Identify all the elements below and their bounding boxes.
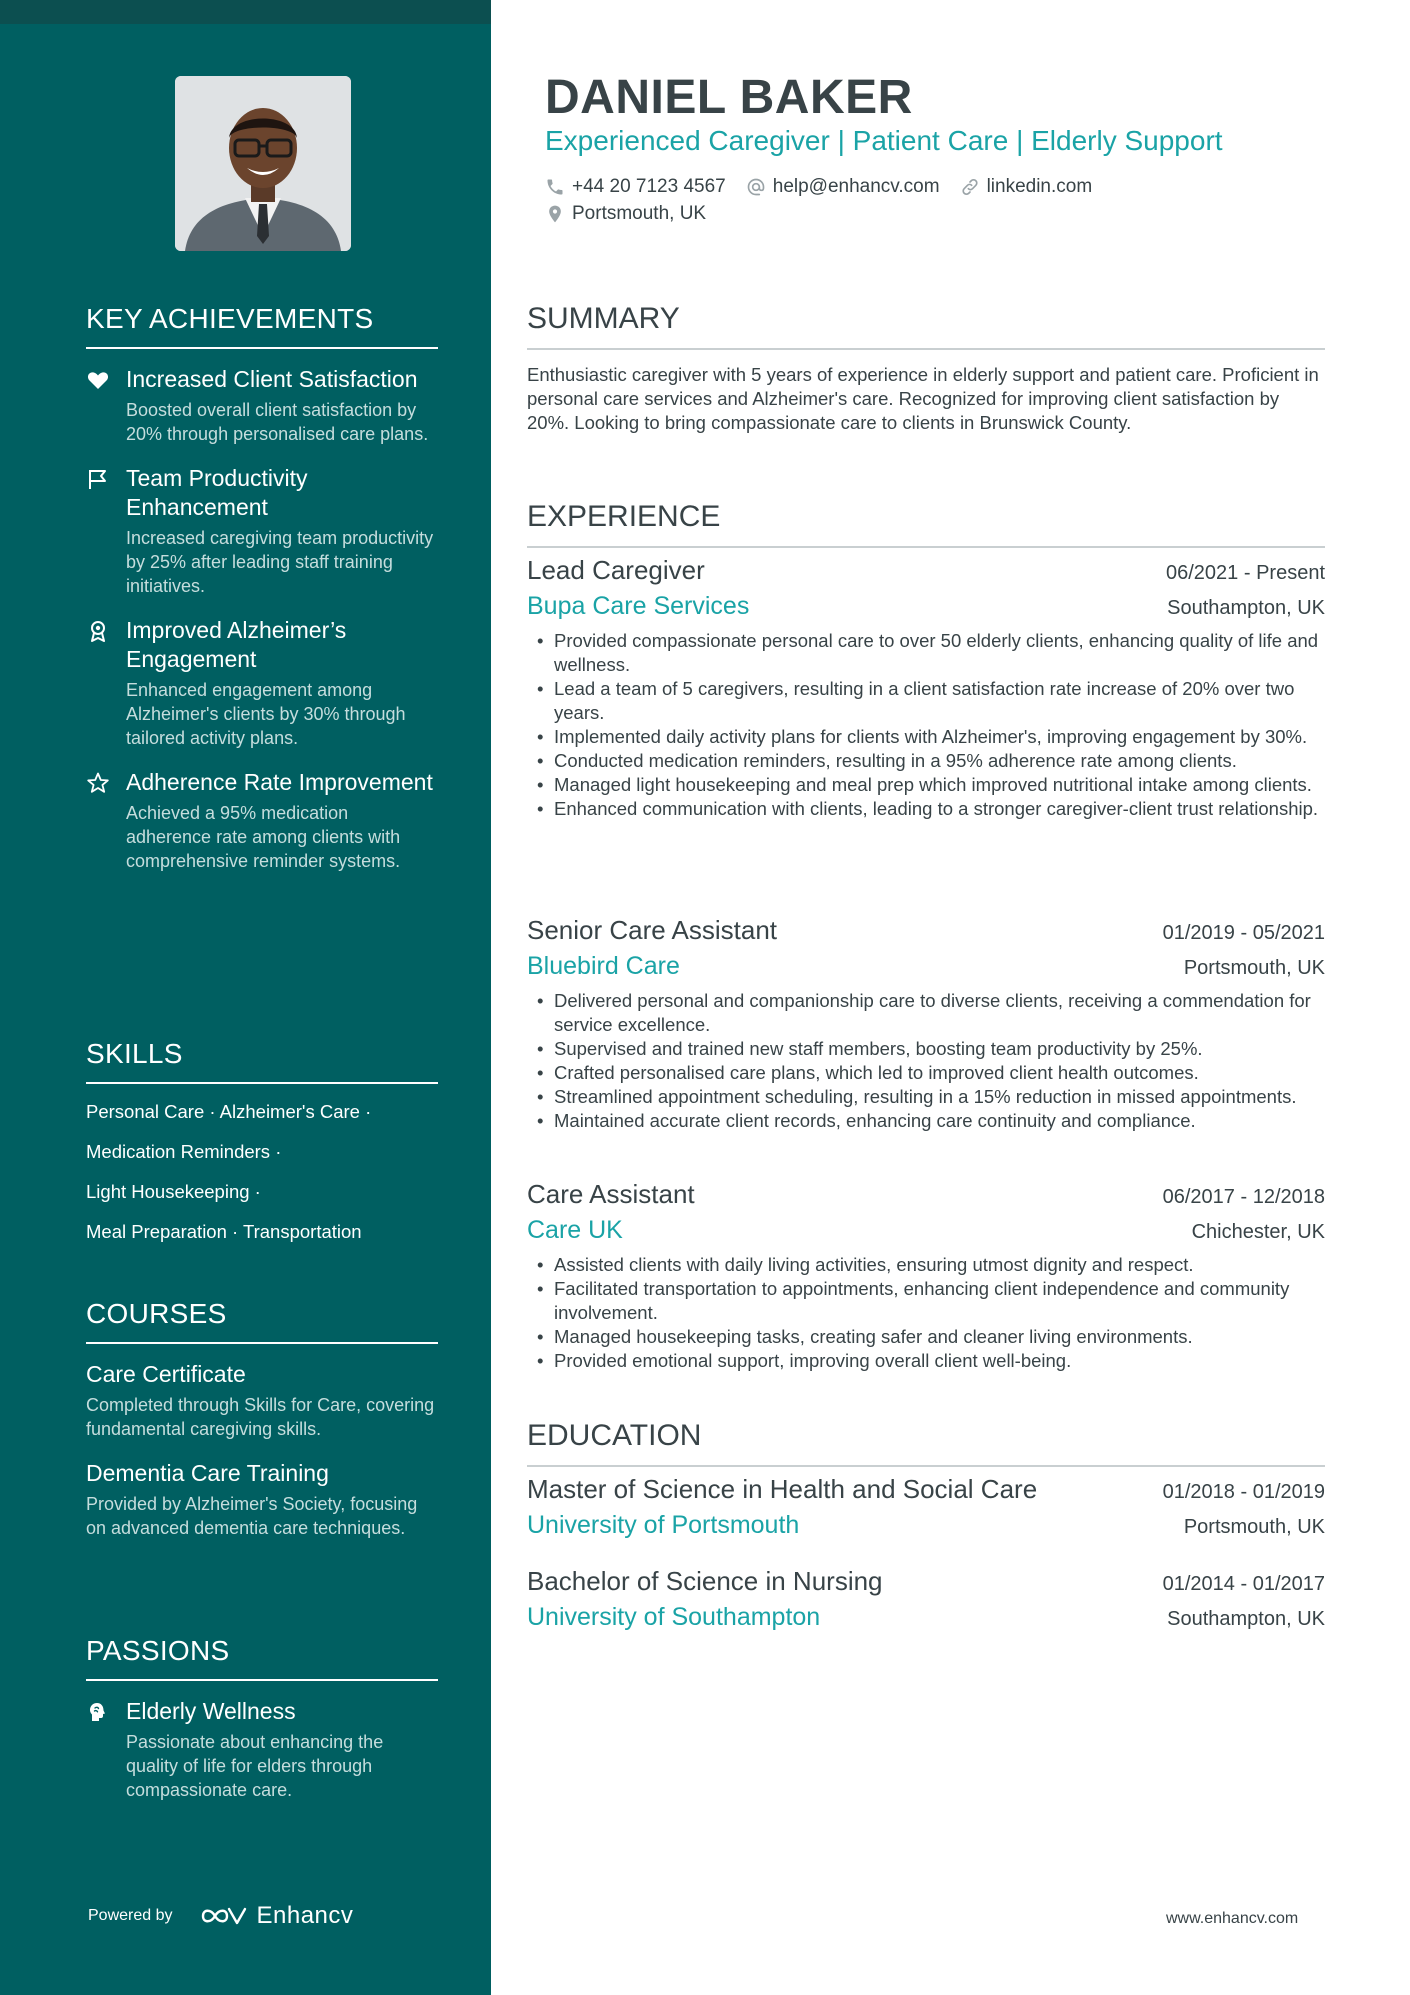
passion-description: Passionate about enhancing the quality of life for elders through compassionate care. xyxy=(126,1732,384,1800)
footer-url[interactable]: www.enhancv.com xyxy=(1166,1910,1299,1927)
job-bullet: • Maintained accurate client records, enhancing care continuity and compliance. xyxy=(527,1109,1325,1133)
contact-row-2 xyxy=(545,203,726,225)
job-company-row xyxy=(527,1216,1325,1245)
course-description: Completed through Skills for Care, covering fundamental caregiving skills. xyxy=(86,1395,435,1439)
job-company: Care UK xyxy=(527,1216,623,1244)
brain-icon xyxy=(86,1700,110,1724)
school-name: University of Southampton xyxy=(527,1603,821,1631)
phone-text: +44 20 7123 4567 xyxy=(572,176,726,197)
course-item xyxy=(86,1459,438,1540)
job-location: Portsmouth, UK xyxy=(1183,957,1325,979)
at-icon xyxy=(746,177,766,197)
achievement-title: Increased Client Satisfaction xyxy=(126,366,418,392)
candidate-name: DANIEL BAKER xyxy=(545,71,913,124)
edu-school-row xyxy=(527,1603,1325,1632)
job-bullet: • Provided emotional support, improving overall client well-being. xyxy=(527,1349,1325,1373)
course-description: Provided by Alzheimer's Society, focusing on advanced dementia care techniques. xyxy=(86,1494,418,1538)
job-bullet: • Facilitated transportation to appointments, enhancing client independence and community involvement. xyxy=(527,1277,1325,1325)
achievement-title: Team Productivity Enhancement xyxy=(126,465,308,520)
skills-section xyxy=(86,1038,438,1260)
edu-location: Southampton, UK xyxy=(1167,1608,1325,1630)
skills-line: Light Housekeeping · xyxy=(86,1181,261,1202)
job-bullet: • Conducted medication reminders, resulting in a 95% adherence rate among clients. xyxy=(527,749,1325,773)
experience-item xyxy=(527,1179,1325,1373)
job-date: 01/2019 - 05/2021 xyxy=(1162,922,1325,944)
contact-linkedin[interactable] xyxy=(960,176,1093,198)
job-date: 06/2017 - 12/2018 xyxy=(1162,1186,1325,1208)
achievement-description: Enhanced engagement among Alzheimer's clients by 30% through tailored activity plans. xyxy=(126,680,406,748)
achievements-heading: KEY ACHIEVEMENTS xyxy=(86,303,438,349)
edu-date: 01/2014 - 01/2017 xyxy=(1162,1573,1325,1595)
skills-line: Meal Preparation · Transportation xyxy=(86,1221,362,1242)
achievement-item xyxy=(86,616,438,750)
education-item xyxy=(527,1566,1325,1632)
achievements-section xyxy=(86,303,438,891)
job-bullets xyxy=(527,1253,1325,1373)
job-header-row xyxy=(527,915,1325,946)
passion-item xyxy=(86,1697,438,1802)
edu-date: 01/2018 - 01/2019 xyxy=(1162,1481,1325,1503)
courses-heading: COURSES xyxy=(86,1298,438,1344)
passions-heading: PASSIONS xyxy=(86,1635,438,1681)
sidebar xyxy=(0,0,491,1995)
job-bullet: • Crafted personalised care plans, which led to improved client health outcomes. xyxy=(527,1061,1325,1085)
job-company-row xyxy=(527,592,1325,621)
job-bullet: • Lead a team of 5 caregivers, resulting in a client satisfaction rate increase of 20% over two years. xyxy=(527,677,1325,725)
phone-icon xyxy=(545,177,565,197)
course-title: Care Certificate xyxy=(86,1361,246,1387)
passions-section xyxy=(86,1635,438,1820)
degree-title: Master of Science in Health and Social Care xyxy=(527,1474,1038,1504)
achievement-description: Achieved a 95% medication adherence rate among clients with comprehensive reminder systems. xyxy=(126,803,401,871)
job-bullet: • Supervised and trained new staff members, boosting team productivity by 25%. xyxy=(527,1037,1325,1061)
powered-by-label: Powered by xyxy=(88,1907,173,1924)
edu-school-row xyxy=(527,1511,1325,1540)
job-bullet: • Assisted clients with daily living activities, ensuring utmost dignity and respect. xyxy=(527,1253,1325,1277)
job-bullet: • Enhanced communication with clients, leading to a stronger caregiver-client trust relationship. xyxy=(527,797,1325,821)
enhancv-logo-icon xyxy=(199,1903,247,1929)
edu-location: Portsmouth, UK xyxy=(1183,1516,1325,1538)
profile-photo xyxy=(175,76,351,251)
contact-location xyxy=(545,203,706,225)
course-title: Dementia Care Training xyxy=(86,1460,329,1486)
edu-header-row xyxy=(527,1566,1325,1597)
sidebar-top-bar xyxy=(0,0,491,24)
job-company: Bluebird Care xyxy=(527,952,680,980)
link-icon xyxy=(960,177,980,197)
passion-title: Elderly Wellness xyxy=(126,1698,296,1724)
skills-list xyxy=(86,1100,438,1244)
star-icon xyxy=(86,771,110,795)
job-bullet: • Provided compassionate personal care to over 50 elderly clients, enhancing quality of life and wellness. xyxy=(527,629,1325,677)
linkedin-text: linkedin.com xyxy=(986,176,1093,197)
location-text: Portsmouth, UK xyxy=(572,203,707,224)
job-location: Chichester, UK xyxy=(1191,1221,1325,1243)
contact-email[interactable] xyxy=(746,176,940,198)
job-company-row xyxy=(527,952,1325,981)
summary-text: Enthusiastic caregiver with 5 years of experience in elderly support and patient care. Proficient in personal care services and Alzheimer's care. Recognized for improving client satisfaction by 20%. Looking to bring compassionate care to clients in Brunswick County. xyxy=(527,364,1319,433)
achievement-title: Improved Alzheimer’s Engagement xyxy=(126,617,347,672)
education-heading: EDUCATION xyxy=(527,1419,1325,1467)
school-name: University of Portsmouth xyxy=(527,1511,800,1539)
experience-item xyxy=(527,915,1325,1133)
experience-item xyxy=(527,555,1325,821)
contact-phone[interactable] xyxy=(545,176,726,198)
achievement-item xyxy=(86,464,438,598)
job-bullet: • Managed housekeeping tasks, creating safer and cleaner living environments. xyxy=(527,1325,1325,1349)
job-title: Senior Care Assistant xyxy=(527,915,778,945)
flag-icon xyxy=(86,467,110,491)
summary-heading: SUMMARY xyxy=(527,302,1325,350)
achievement-description: Boosted overall client satisfaction by 20% through personalised care plans. xyxy=(126,400,429,444)
job-header-row xyxy=(527,555,1325,586)
skills-heading: SKILLS xyxy=(86,1038,438,1084)
email-text: help@enhancv.com xyxy=(772,176,940,197)
job-date: 06/2021 - Present xyxy=(1166,562,1325,584)
profile-photo-illustration xyxy=(175,76,351,251)
job-location: Southampton, UK xyxy=(1167,597,1325,619)
achievement-description: Increased caregiving team productivity by 25% after leading staff training initiatives. xyxy=(126,528,434,596)
degree-title: Bachelor of Science in Nursing xyxy=(527,1566,883,1596)
achievement-item xyxy=(86,768,438,873)
courses-section xyxy=(86,1298,438,1558)
achievement-title: Adherence Rate Improvement xyxy=(126,769,433,795)
skills-line: Personal Care · Alzheimer's Care · xyxy=(86,1101,372,1122)
award-icon xyxy=(86,619,110,643)
job-bullets xyxy=(527,989,1325,1133)
edu-header-row xyxy=(527,1474,1325,1505)
job-company: Bupa Care Services xyxy=(527,592,750,620)
job-header-row xyxy=(527,1179,1325,1210)
powered-by xyxy=(88,1902,353,1930)
candidate-headline: Experienced Caregiver | Patient Care | Elderly Support xyxy=(545,125,1223,156)
job-bullets xyxy=(527,629,1325,821)
job-bullet: • Streamlined appointment scheduling, resulting in a 15% reduction in missed appointments. xyxy=(527,1085,1325,1109)
course-item xyxy=(86,1360,438,1441)
achievement-item xyxy=(86,365,438,446)
experience-heading: EXPERIENCE xyxy=(527,500,1325,548)
education-item xyxy=(527,1474,1325,1540)
enhancv-logo[interactable] xyxy=(199,1902,354,1930)
enhancv-logo-text: Enhancv xyxy=(256,1902,354,1929)
job-title: Care Assistant xyxy=(527,1179,695,1209)
location-pin-icon xyxy=(545,204,565,224)
job-bullet: • Delivered personal and companionship care to diverse clients, receiving a commendation for service excellence. xyxy=(527,989,1325,1037)
contact-row xyxy=(545,176,1112,198)
job-bullet: • Managed light housekeeping and meal prep which improved nutritional intake among clients. xyxy=(527,773,1325,797)
skills-line: Medication Reminders · xyxy=(86,1141,282,1162)
job-title: Lead Caregiver xyxy=(527,555,705,585)
job-bullet: • Implemented daily activity plans for clients with Alzheimer's, improving engagement by 30%. xyxy=(527,725,1325,749)
heart-icon xyxy=(86,368,110,392)
